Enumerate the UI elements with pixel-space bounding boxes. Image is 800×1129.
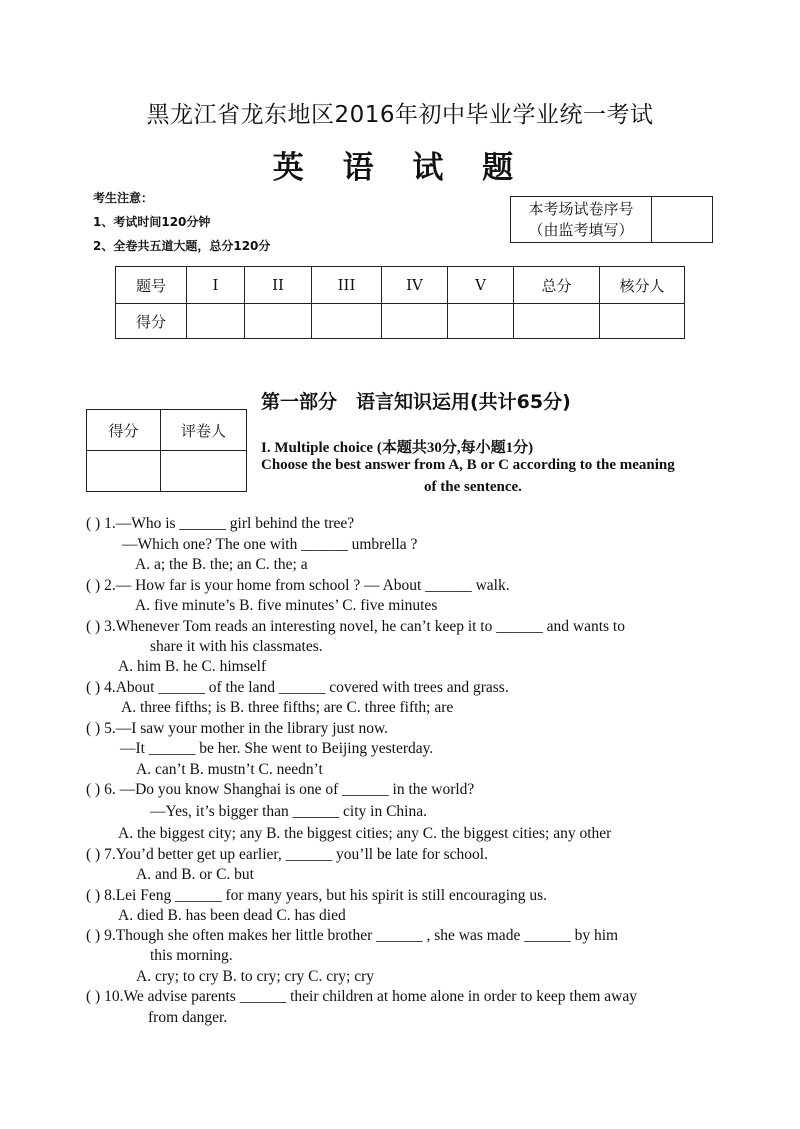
notice-heading: 考生注意： <box>93 191 154 205</box>
score-cell-checker[interactable] <box>600 304 685 339</box>
score-cell-i[interactable] <box>187 304 245 339</box>
question-line: share it with his classmates. <box>150 638 323 655</box>
question-options: A. cry; to cry B. to cry; cry C. cry; cry <box>136 968 375 985</box>
score-cell-iv[interactable] <box>382 304 448 339</box>
grader-score-cell[interactable] <box>87 451 161 492</box>
score-cell-iii[interactable] <box>312 304 382 339</box>
part1-title: 第一部分 语言知识运用(共计65分) <box>261 391 571 413</box>
instruction-line2: of the sentence. <box>424 479 522 495</box>
question-line: ( ) 6. —Do you know Shanghai is one of ______ in the world? <box>86 781 475 798</box>
question-line: ( ) 10.We advise parents ______ their children at home alone in order to keep them away <box>86 988 637 1005</box>
question-line: ( ) 9.Though she often makes her little brother ______ , she was made ______ by him <box>86 927 619 944</box>
question-options: A. the biggest city; any B. the biggest cities; any C. the biggest cities; any other <box>118 825 612 842</box>
question-options: A. five minute’s B. five minutes’ C. five minutes <box>135 597 438 614</box>
score-header-iii: III <box>312 267 382 304</box>
serial-number-field[interactable] <box>652 197 713 243</box>
exam-title: 黑龙江省龙东地区2016年初中毕业学业统一考试 <box>146 102 654 128</box>
serial-label-line1: 本考场试卷序号 <box>528 199 634 218</box>
question-line: ( ) 1.—Who is ______ girl behind the tree? <box>86 515 355 532</box>
grader-score-header: 得分 <box>87 410 161 451</box>
question-line: ( ) 4.About ______ of the land ______ covered with trees and grass. <box>86 679 509 696</box>
question-line: from danger. <box>148 1009 228 1026</box>
question-line: ( ) 3.Whenever Tom reads an interesting novel, he can’t keep it to ______ and wants to <box>86 618 625 635</box>
question-line: this morning. <box>150 947 233 964</box>
grader-box <box>86 409 247 492</box>
serial-number-box <box>510 196 713 243</box>
score-header-iv: IV <box>382 267 448 304</box>
question-options: A. can’t B. mustn’t C. needn’t <box>136 761 323 778</box>
question-line: ( ) 7.You’d better get up earlier, ______ you’ll be late for school. <box>86 846 488 863</box>
question-line: —Which one? The one with ______ umbrella ? <box>122 536 418 553</box>
grader-name-cell[interactable] <box>161 451 247 492</box>
question-line: ( ) 2.— How far is your home from school ? — About ______ walk. <box>86 577 510 594</box>
serial-label-line2: （由监考填写） <box>528 220 634 239</box>
score-header-v: V <box>448 267 514 304</box>
score-header-total: 总分 <box>514 267 600 304</box>
score-cell-ii[interactable] <box>245 304 312 339</box>
question-options: A. a; the B. the; an C. the; a <box>135 556 308 573</box>
score-header-question-no: 题号 <box>116 267 187 304</box>
instruction-line1: Choose the best answer from A, B or C according to the meaning <box>261 457 675 473</box>
notice-item-total: 2、全卷共五道大题，总分120分 <box>93 239 271 253</box>
question-options: A. three fifths; is B. three fifths; are C. three fifth; are <box>121 699 454 716</box>
question-line: —It ______ be her. She went to Beijing yesterday. <box>120 740 434 757</box>
score-header-checker: 核分人 <box>600 267 685 304</box>
score-header-ii: II <box>245 267 312 304</box>
question-line: —Yes, it’s bigger than ______ city in China. <box>150 803 427 820</box>
question-options: A. and B. or C. but <box>136 866 254 883</box>
score-cell-v[interactable] <box>448 304 514 339</box>
grader-name-header: 评卷人 <box>161 410 247 451</box>
question-line: ( ) 5.—I saw your mother in the library just now. <box>86 720 389 737</box>
question-options: A. died B. has been dead C. has died <box>118 907 346 924</box>
question-line: ( ) 8.Lei Feng ______ for many years, but his spirit is still encouraging us. <box>86 887 548 904</box>
score-cell-total[interactable] <box>514 304 600 339</box>
question-options: A. him B. he C. himself <box>118 658 267 675</box>
serial-number-label <box>511 197 652 243</box>
score-table <box>115 266 685 339</box>
score-row-label: 得分 <box>116 304 187 339</box>
notice-item-time: 1、考试时间120分钟 <box>93 215 211 229</box>
score-header-i: I <box>187 267 245 304</box>
section-heading: I. Multiple choice (本题共30分,每小题1分) <box>261 440 534 456</box>
exam-subtitle: 英 语 试 题 <box>272 150 528 186</box>
